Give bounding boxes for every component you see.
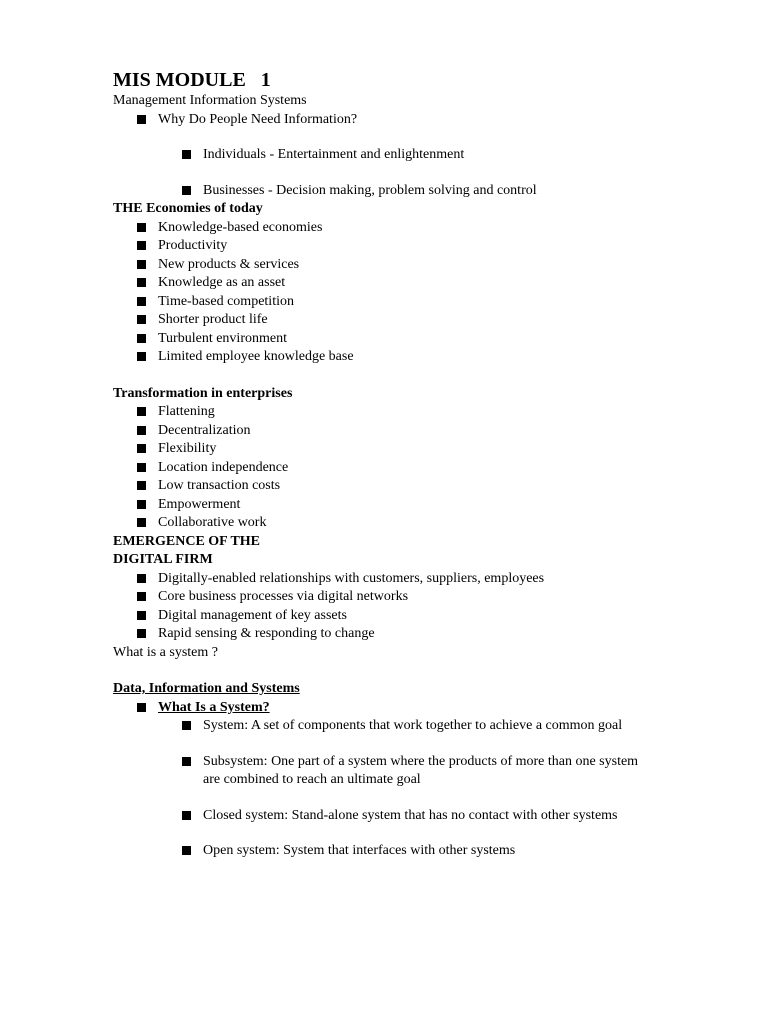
list-item-text: Open system: System that interfaces with other systems [203, 843, 516, 858]
section-heading: EMERGENCE OF THE [113, 533, 261, 549]
list-item-text: Why Do People Need Information? [158, 111, 358, 127]
page-title: MIS MODULE 1 [113, 69, 271, 91]
list-item-text: Location independence [158, 459, 289, 475]
list-item [113, 293, 733, 312]
list-item [113, 570, 733, 589]
list-item [113, 699, 733, 718]
bullet-icon [137, 241, 146, 250]
bullet-icon [137, 574, 146, 583]
list-item [113, 256, 733, 275]
list-item-text: Digitally-enabled relationships with customers, suppliers, employees [158, 570, 545, 586]
bullet-icon [137, 444, 146, 453]
bullet-icon [182, 846, 191, 855]
section-heading: Transformation in enterprises [113, 385, 293, 401]
list-item-text: Businesses - Decision making, problem solving and control [203, 182, 537, 198]
list-item-text: Decentralization [158, 422, 251, 438]
list-item [113, 440, 733, 459]
bullet-icon [137, 611, 146, 620]
list-item [113, 182, 733, 201]
bullet-icon [137, 500, 146, 509]
list-item-text: Collaborative work [158, 515, 267, 530]
list-item [113, 514, 733, 533]
body-text: What is a system ? [113, 644, 218, 660]
list-item [113, 625, 733, 644]
list-item [113, 311, 733, 330]
list-item-text: Digital management of key assets [158, 607, 347, 623]
list-item [113, 496, 733, 515]
bullet-icon [137, 407, 146, 416]
list-item [113, 607, 733, 626]
list-item-text: Empowerment [158, 496, 241, 512]
bullet-icon [137, 481, 146, 490]
list-item-text: Limited employee knowledge base [158, 349, 354, 364]
list-item-text: Individuals - Entertainment and enlightenment [203, 147, 465, 162]
list-item-text: What Is a System? [158, 699, 270, 715]
list-item [113, 348, 733, 367]
section-heading: THE Economies of today [113, 201, 263, 216]
section-heading: DIGITAL FIRM [113, 552, 213, 567]
list-item [113, 588, 733, 607]
bullet-icon [182, 721, 191, 730]
list-item [113, 459, 733, 478]
list-item [113, 219, 733, 238]
bullet-icon [137, 297, 146, 306]
bullet-icon [182, 186, 191, 195]
bullet-icon [137, 115, 146, 124]
bullet-icon [182, 757, 191, 766]
list-item-text: Rapid sensing & responding to change [158, 626, 375, 641]
bullet-icon [137, 334, 146, 343]
section-heading: Data, Information and Systems [113, 681, 300, 696]
list-item-text: Low transaction costs [158, 478, 281, 493]
bullet-icon [137, 629, 146, 638]
bullet-icon [137, 463, 146, 472]
list-item [113, 403, 733, 422]
list-item [113, 422, 733, 441]
bullet-icon [137, 278, 146, 287]
list-item [113, 842, 673, 861]
document-page [113, 68, 733, 861]
list-item-text: Productivity [158, 238, 228, 253]
list-item-text: Subsystem: One part of a system where the products of more than one system are combined to reach an ultimate goal [203, 753, 639, 787]
list-item [113, 477, 733, 496]
list-item-text: Flattening [158, 404, 215, 419]
list-item [113, 237, 733, 256]
list-item-text: Core business processes via digital networks [158, 589, 409, 604]
bullet-icon [137, 703, 146, 712]
bullet-icon [137, 426, 146, 435]
list-item [113, 753, 653, 790]
bullet-icon [182, 811, 191, 820]
list-item [113, 807, 673, 826]
bullet-icon [137, 592, 146, 601]
list-item-text: Knowledge as an asset [158, 275, 286, 290]
list-item [113, 717, 653, 736]
list-item-text: Flexibility [158, 441, 217, 456]
bullet-icon [137, 518, 146, 527]
bullet-icon [137, 352, 146, 361]
list-item-text: Shorter product life [158, 312, 268, 327]
list-item-text: Knowledge-based economies [158, 219, 323, 235]
list-item [113, 111, 733, 130]
list-item [113, 146, 733, 165]
bullet-icon [182, 150, 191, 159]
page-subtitle: Management Information Systems [113, 93, 307, 108]
bullet-icon [137, 260, 146, 269]
list-item [113, 330, 733, 349]
list-item-text: System: A set of components that work together to achieve a common goal [203, 718, 623, 733]
bullet-icon [137, 223, 146, 232]
bullet-icon [137, 315, 146, 324]
list-item-text: Time-based competition [158, 293, 294, 309]
list-item-text: Closed system: Stand-alone system that has no contact with other systems [203, 807, 618, 823]
list-item-text: Turbulent environment [158, 330, 287, 346]
list-item [113, 274, 733, 293]
list-item-text: New products & services [158, 256, 300, 272]
